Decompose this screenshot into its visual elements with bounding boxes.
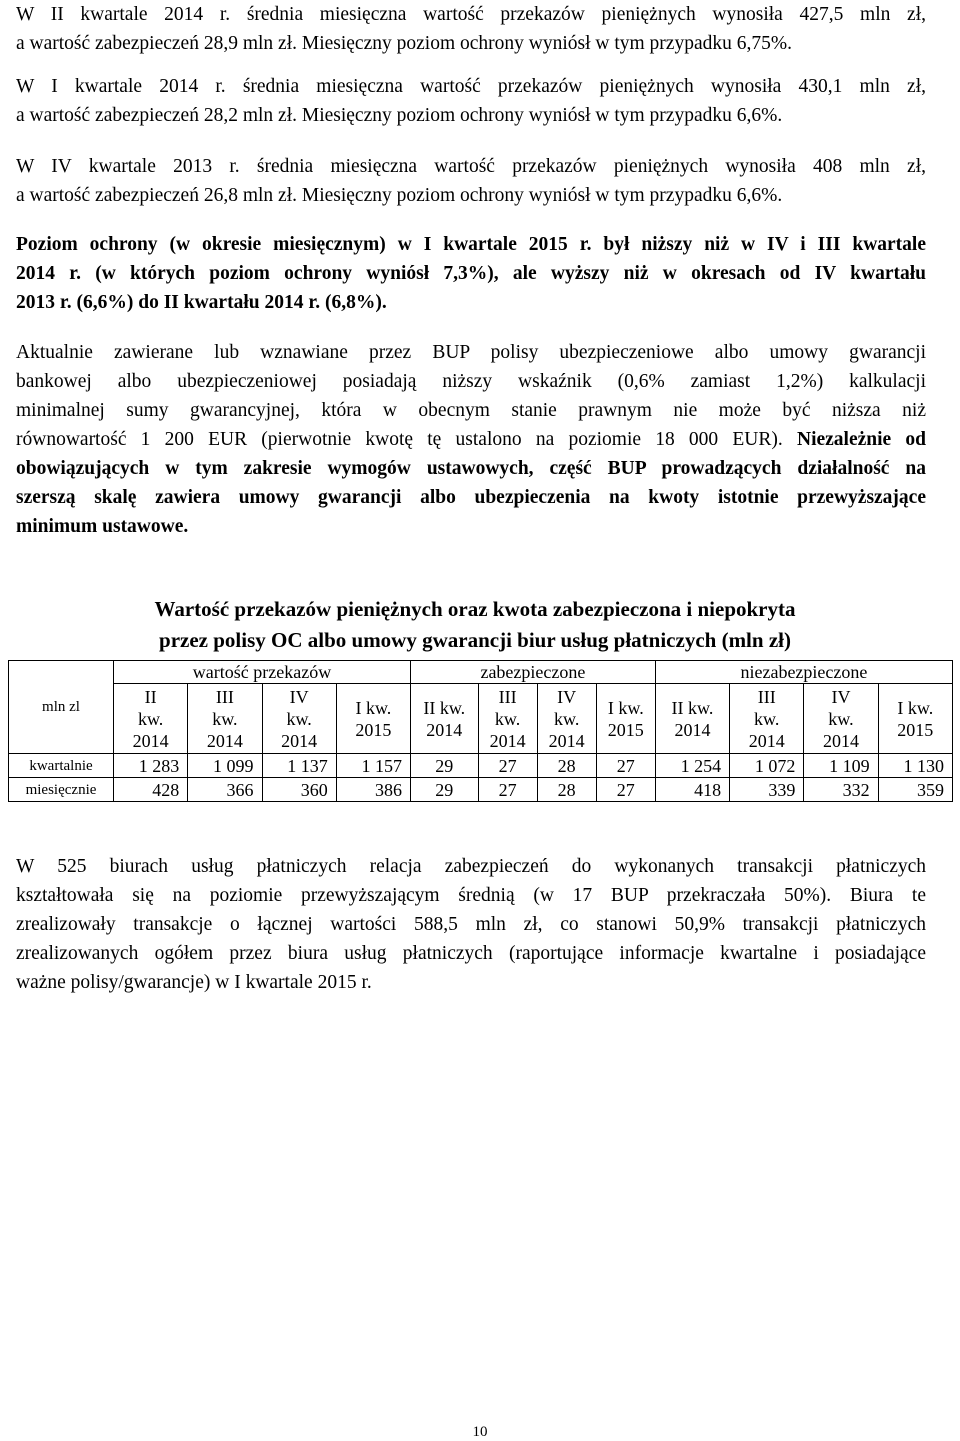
table-cell: 339: [730, 778, 804, 802]
row-label: miesięcznie: [9, 778, 114, 802]
text-line: a wartość zabezpieczeń 28,2 mln zł. Miesięczny poziom ochrony wyniósł w tym przypadku 6,6%.: [16, 105, 783, 126]
table-cell: 1 099: [188, 754, 262, 778]
table-cell: 418: [655, 778, 729, 802]
table-cell: 359: [878, 778, 952, 802]
text-span: równowartość 1 200 EUR (pierwotnie kwotę tę ustalono na poziomie 18 000 EUR).: [16, 429, 797, 450]
table-cell: 1 130: [878, 754, 952, 778]
text-line: zrealizowały transakcje o łącznej wartości 588,5 mln zł, co stanowi 50,9% transakcji płatniczych: [16, 914, 926, 935]
text-line: szerszą skalę zawiera umowy gwarancji albo ubezpieczenia na kwoty istotnie przewyższające: [16, 487, 926, 508]
table-header-quarters: [9, 684, 953, 754]
table-cell: 1 137: [262, 754, 336, 778]
text-line: W II kwartale 2014 r. średnia miesięczna wartość przekazów pieniężnych wynosiła 427,5 mln zł,: [16, 4, 926, 25]
quarter-header: IV kw. 2014: [537, 684, 596, 754]
text-line: 2013 r. (6,6%) do II kwartału 2014 r. (6,8%).: [16, 292, 387, 313]
table-row: [9, 778, 953, 802]
text-line: ważne polisy/gwarancje) w I kwartale 2015 r.: [16, 972, 372, 993]
paragraph-q2-2014: [16, 0, 926, 58]
paragraph-payment-offices: [16, 852, 926, 997]
group-header-transfers: wartość przekazów: [114, 661, 411, 684]
table-title-line: przez polisy OC albo umowy gwarancji biur usług płatniczych (mln zł): [159, 628, 791, 652]
text-line: Poziom ochrony (w okresie miesięcznym) w I kwartale 2015 r. był niższy niż w IV i III kwartale: [16, 234, 926, 255]
table-cell: 29: [411, 754, 479, 778]
table-cell: 332: [804, 778, 878, 802]
text-line: 2014 r. (w których poziom ochrony wyniósł 7,3%), ale wyższy niż w okresach od IV kwartału: [16, 263, 926, 284]
text-line: W I kwartale 2014 r. średnia miesięczna wartość przekazów pieniężnych wynosiła 430,1 mln zł,: [16, 76, 926, 97]
table-cell: 27: [478, 754, 537, 778]
text-line: zrealizowanych ogółem przez biura usług płatniczych (raportujące informacje kwartalne i posiadające: [16, 943, 926, 964]
quarter-header: II kw. 2014: [411, 684, 479, 754]
table-cell: 428: [114, 778, 188, 802]
table-cell: 386: [336, 778, 410, 802]
table-cell: 28: [537, 778, 596, 802]
table-title-line: Wartość przekazów pieniężnych oraz kwota zabezpieczona i niepokryta: [154, 597, 796, 621]
text-line: W 525 biurach usług płatniczych relacja zabezpieczeń do wykonanych transakcji płatniczych: [16, 856, 926, 877]
table-cell: 1 254: [655, 754, 729, 778]
text-line: obowiązujących w tym zakresie wymogów ustawowych, część BUP prowadzących działalność na: [16, 458, 926, 479]
quarter-header: III kw. 2014: [478, 684, 537, 754]
table-cell: 27: [596, 778, 655, 802]
transfers-table: [8, 660, 953, 802]
table-cell: 366: [188, 778, 262, 802]
group-header-unsecured: niezabezpieczone: [655, 661, 952, 684]
text-line: [16, 425, 926, 454]
text-line: W IV kwartale 2013 r. średnia miesięczna wartość przekazów pieniężnych wynosiła 408 mln zł,: [16, 156, 926, 177]
table-cell: 360: [262, 778, 336, 802]
text-line: a wartość zabezpieczeń 26,8 mln zł. Miesięczny poziom ochrony wyniósł w tym przypadku 6,6%.: [16, 185, 783, 206]
table-cell: 27: [596, 754, 655, 778]
paragraph-q4-2013: [16, 152, 926, 210]
group-header-secured: zabezpieczone: [411, 661, 656, 684]
table-cell: 1 283: [114, 754, 188, 778]
table-header-groups: [9, 661, 953, 684]
text-line: bankowej albo ubezpieczeniowej posiadają niższy wskaźnik (0,6% zamiast 1,2%) kalkulacji: [16, 371, 926, 392]
text-line: Aktualnie zawierane lub wznawiane przez BUP polisy ubezpieczeniowe albo umowy gwarancji: [16, 342, 926, 363]
text-line: a wartość zabezpieczeń 28,9 mln zł. Miesięczny poziom ochrony wyniósł w tym przypadku 6,75%.: [16, 33, 792, 54]
quarter-header: III kw. 2014: [188, 684, 262, 754]
quarter-header: IV kw. 2014: [262, 684, 336, 754]
row-label: kwartalnie: [9, 754, 114, 778]
quarter-header: I kw. 2015: [596, 684, 655, 754]
table-cell: 1 157: [336, 754, 410, 778]
table-row: [9, 754, 953, 778]
table-cell: 1 072: [730, 754, 804, 778]
quarter-header: II kw. 2014: [655, 684, 729, 754]
quarter-header: IV kw. 2014: [804, 684, 878, 754]
table-cell: 27: [478, 778, 537, 802]
page-number: 10: [472, 1424, 488, 1440]
table-title: [60, 594, 890, 656]
paragraph-guarantee-policies: [16, 338, 926, 541]
table-cell: 1 109: [804, 754, 878, 778]
table-cell: 29: [411, 778, 479, 802]
quarter-header: III kw. 2014: [730, 684, 804, 754]
table-cell: 28: [537, 754, 596, 778]
corner-label: mln zl: [9, 661, 114, 754]
paragraph-protection-level: [16, 230, 926, 317]
quarter-header: I kw. 2015: [878, 684, 952, 754]
text-line: minimalnej sumy gwarancyjnej, która w obecnym stanie prawnym nie może być niższa niż: [16, 400, 926, 421]
quarter-header: II kw. 2014: [114, 684, 188, 754]
text-span-bold: Niezależnie od: [796, 429, 926, 450]
text-line: kształtowała się na poziomie przewyższającym średnią (w 17 BUP przekraczała 50%). Biura te: [16, 885, 926, 906]
paragraph-q1-2014: [16, 72, 926, 130]
quarter-header: I kw. 2015: [336, 684, 410, 754]
text-line: minimum ustawowe.: [16, 516, 189, 537]
